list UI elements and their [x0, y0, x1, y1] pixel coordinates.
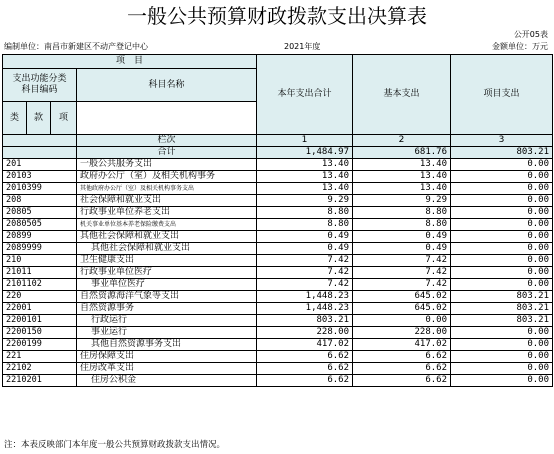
row-project-value: 0.00 — [451, 195, 553, 207]
row-project-value: 0.00 — [451, 231, 553, 243]
row-total-value: 417.02 — [257, 339, 353, 351]
row-code: 22001 — [3, 303, 77, 315]
row-subject-name: 社会保障和就业支出 — [77, 195, 257, 207]
col-kuan-header: 款 — [27, 102, 51, 135]
row-subject-name: 行政运行 — [77, 315, 257, 327]
row-basic-value: 13.40 — [353, 171, 451, 183]
row-project-value: 0.00 — [451, 267, 553, 279]
col-basic-header: 基本支出 — [353, 55, 451, 135]
table-row — [3, 219, 553, 231]
total-col1: 1,484.97 — [257, 147, 353, 159]
table-row — [3, 183, 553, 195]
row-basic-value: 228.00 — [353, 327, 451, 339]
row-code: 210 — [3, 255, 77, 267]
row-project-value: 0.00 — [451, 279, 553, 291]
row-code: 201 — [3, 159, 77, 171]
col-lei-header: 类 — [3, 102, 27, 135]
row-subject-name: 一般公共服务支出 — [77, 159, 257, 171]
row-total-value: 13.40 — [257, 159, 353, 171]
row-code: 20103 — [3, 171, 77, 183]
row-code: 2200101 — [3, 315, 77, 327]
total-col2: 681.76 — [353, 147, 451, 159]
row-basic-value: 7.42 — [353, 267, 451, 279]
row-code: 20805 — [3, 207, 77, 219]
row-subject-name: 行政事业单位医疗 — [77, 267, 257, 279]
table-row — [3, 207, 553, 219]
row-code: 208 — [3, 195, 77, 207]
row-project-value: 803.21 — [451, 291, 553, 303]
row-project-value: 0.00 — [451, 339, 553, 351]
index-2: 2 — [353, 135, 451, 147]
row-basic-value: 645.02 — [353, 303, 451, 315]
row-project-value: 0.00 — [451, 183, 553, 195]
row-code: 21011 — [3, 267, 77, 279]
total-label: 合计 — [77, 147, 257, 159]
row-code: 2210201 — [3, 375, 77, 387]
table-row — [3, 279, 553, 291]
row-subject-name: 自然资源事务 — [77, 303, 257, 315]
blank-index-cell — [3, 135, 77, 147]
table-row — [3, 303, 553, 315]
row-subject-name: 行政事业单位养老支出 — [77, 207, 257, 219]
row-subject-name: 事业单位医疗 — [77, 279, 257, 291]
total-col3: 803.21 — [451, 147, 553, 159]
blank-total-cell — [3, 147, 77, 159]
table-row — [3, 315, 553, 327]
row-basic-value: 6.62 — [353, 375, 451, 387]
table-row — [3, 291, 553, 303]
row-total-value: 0.49 — [257, 231, 353, 243]
row-total-value: 6.62 — [257, 363, 353, 375]
row-subject-name: 其他社会保障和就业支出 — [77, 243, 257, 255]
row-basic-value: 645.02 — [353, 291, 451, 303]
table-row — [3, 267, 553, 279]
row-subject-name: 其他社会保障和就业支出 — [77, 231, 257, 243]
row-total-value: 803.21 — [257, 315, 353, 327]
row-project-value: 0.00 — [451, 159, 553, 171]
table-row — [3, 243, 553, 255]
table-row — [3, 327, 553, 339]
row-basic-value: 7.42 — [353, 255, 451, 267]
func-code-line2: 科目编码 — [21, 85, 58, 95]
row-basic-value: 8.80 — [353, 219, 451, 231]
table-id: 公开05表 — [513, 30, 548, 39]
row-total-value: 7.42 — [257, 279, 353, 291]
row-total-value: 1,448.23 — [257, 303, 353, 315]
row-total-value: 9.29 — [257, 195, 353, 207]
row-code: 2080505 — [3, 219, 77, 231]
row-project-value: 0.00 — [451, 243, 553, 255]
row-total-value: 1,448.23 — [257, 291, 353, 303]
row-subject-name: 住房保障支出 — [77, 351, 257, 363]
row-project-value: 803.21 — [451, 315, 553, 327]
row-basic-value: 9.29 — [353, 195, 451, 207]
row-total-value: 8.80 — [257, 207, 353, 219]
func-code-line1: 支出功能分类 — [12, 74, 67, 84]
row-project-value: 0.00 — [451, 219, 553, 231]
year-label: 2021年度 — [284, 42, 321, 51]
unit-label: 编制单位：南昌市新建区不动产登记中心 — [4, 42, 148, 51]
row-project-value: 0.00 — [451, 363, 553, 375]
item-group-header: 项 目 — [3, 55, 257, 69]
row-code: 2200199 — [3, 339, 77, 351]
row-basic-value: 417.02 — [353, 339, 451, 351]
row-subject-name: 其他政府办公厅（室）及相关机构事务支出 — [77, 183, 257, 195]
row-total-value: 13.40 — [257, 183, 353, 195]
row-project-value: 0.00 — [451, 207, 553, 219]
table-row — [3, 339, 553, 351]
row-code: 220 — [3, 291, 77, 303]
row-basic-value: 0.49 — [353, 231, 451, 243]
row-total-value: 7.42 — [257, 255, 353, 267]
row-subject-name: 事业运行 — [77, 327, 257, 339]
col-project-header: 项目支出 — [451, 55, 553, 135]
table-row — [3, 195, 553, 207]
table-row — [3, 363, 553, 375]
row-code: 20899 — [3, 231, 77, 243]
table-row — [3, 171, 553, 183]
row-basic-value: 13.40 — [353, 183, 451, 195]
row-project-value: 0.00 — [451, 255, 553, 267]
table-row — [3, 375, 553, 387]
index-3: 3 — [451, 135, 553, 147]
row-total-value: 0.49 — [257, 243, 353, 255]
row-code: 2101102 — [3, 279, 77, 291]
footnote: 注：本表反映部门本年度一般公共预算财政拨款支出情况。 — [4, 440, 226, 450]
table-row — [3, 231, 553, 243]
table-row — [3, 159, 553, 171]
col-total-header: 本年支出合计 — [257, 55, 353, 135]
row-total-value: 6.62 — [257, 375, 353, 387]
row-total-value: 8.80 — [257, 219, 353, 231]
row-code: 221 — [3, 351, 77, 363]
row-basic-value: 8.80 — [353, 207, 451, 219]
row-subject-name: 自然资源海洋气象等支出 — [77, 291, 257, 303]
row-project-value: 0.00 — [451, 171, 553, 183]
row-basic-value: 7.42 — [353, 279, 451, 291]
row-basic-value: 0.49 — [353, 243, 451, 255]
row-subject-name: 卫生健康支出 — [77, 255, 257, 267]
row-subject-name: 政府办公厅（室）及相关机构事务 — [77, 171, 257, 183]
row-code: 2010399 — [3, 183, 77, 195]
row-code: 2200150 — [3, 327, 77, 339]
func-code-header — [3, 69, 77, 102]
row-total-value: 228.00 — [257, 327, 353, 339]
row-index-label: 栏次 — [77, 135, 257, 147]
index-1: 1 — [257, 135, 353, 147]
subject-name-header: 科目名称 — [77, 69, 257, 102]
row-total-value: 7.42 — [257, 267, 353, 279]
table-row — [3, 351, 553, 363]
row-subject-name: 住房改革支出 — [77, 363, 257, 375]
row-subject-name: 其他自然资源事务支出 — [77, 339, 257, 351]
amount-unit: 金额单位：万元 — [492, 42, 548, 51]
report-title: 一般公共预算财政拨款支出决算表 — [127, 4, 427, 28]
row-basic-value: 0.00 — [353, 315, 451, 327]
row-project-value: 0.00 — [451, 375, 553, 387]
row-basic-value: 13.40 — [353, 159, 451, 171]
table-row — [3, 255, 553, 267]
row-project-value: 0.00 — [451, 351, 553, 363]
row-project-value: 803.21 — [451, 303, 553, 315]
row-code: 2089999 — [3, 243, 77, 255]
row-project-value: 0.00 — [451, 327, 553, 339]
row-code: 22102 — [3, 363, 77, 375]
row-total-value: 6.62 — [257, 351, 353, 363]
col-xiang-header: 项 — [51, 102, 77, 135]
row-subject-name: 住房公积金 — [77, 375, 257, 387]
row-basic-value: 6.62 — [353, 351, 451, 363]
row-basic-value: 6.62 — [353, 363, 451, 375]
row-subject-name: 机关事业单位基本养老保险缴费支出 — [77, 219, 257, 231]
row-total-value: 13.40 — [257, 171, 353, 183]
expenditure-table — [2, 54, 553, 387]
